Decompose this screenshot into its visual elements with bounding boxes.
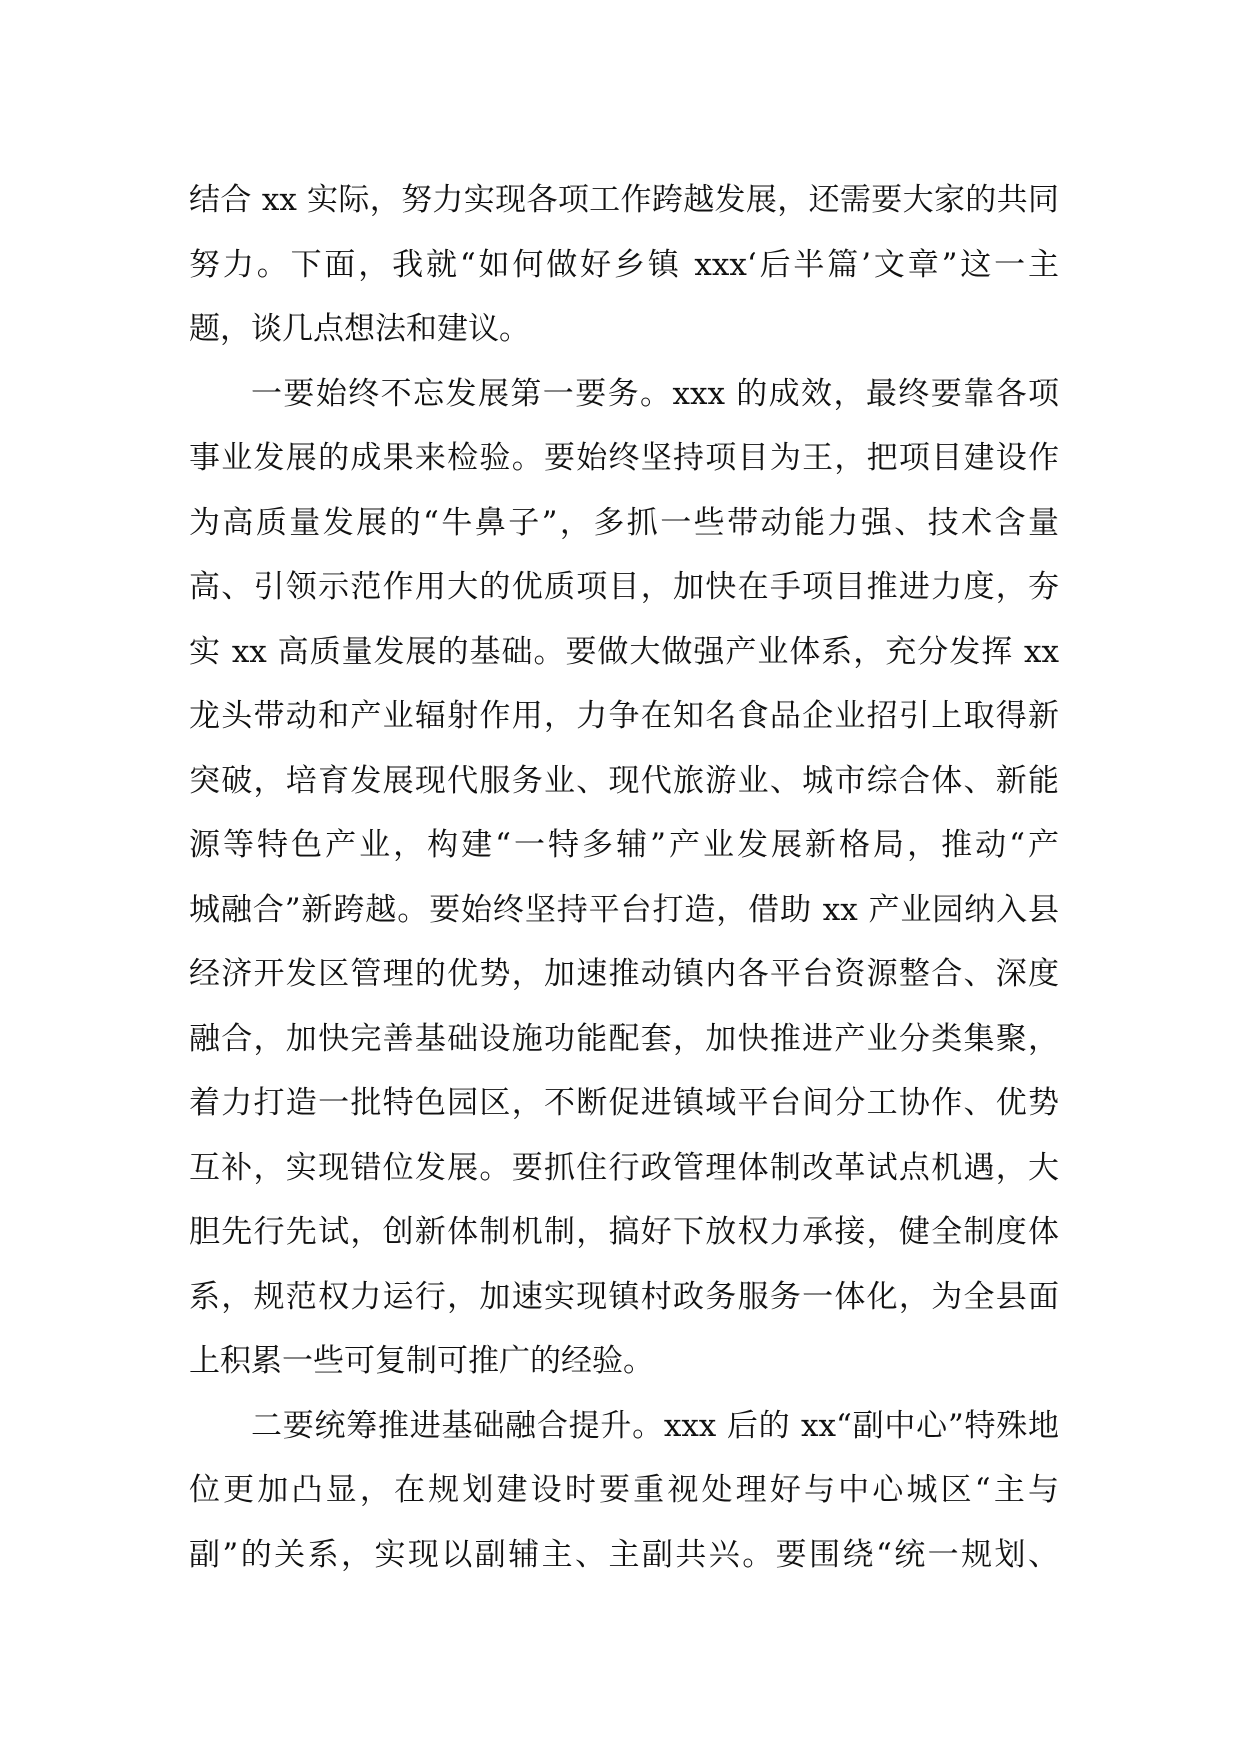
body-text [189,168,1059,1587]
text-line: 城融合”新跨越。要始终坚持平台打造，借助 xx 产业园纳入县 [189,891,1059,928]
text-line: 系，规范权力运行，加速实现镇村政务服务一体化，为全县面 [189,1278,1059,1315]
text-line: 经济开发区管理的优势，加速推动镇内各平台资源整合、深度 [189,956,1059,992]
text-line: 源等特色产业，构建“一特多辅”产业发展新格局，推动“产 [189,827,1059,863]
text-line: 着力打造一批特色园区，不断促进镇域平台间分工协作、优势 [189,1085,1059,1121]
text-line: 实 xx 高质量发展的基础。要做大做强产业体系，充分发挥 xx [189,633,1059,670]
text-line: 突破，培育发展现代服务业、现代旅游业、城市综合体、新能 [189,762,1059,799]
text-line: 为高质量发展的“牛鼻子”，多抓一些带动能力强、技术含量 [189,504,1059,541]
text-line: 胆先行先试，创新体制机制，搞好下放权力承接，健全制度体 [189,1214,1059,1250]
text-line: 龙头带动和产业辐射作用，力争在知名食品企业招引上取得新 [189,698,1059,734]
text-line: 上积累一些可复制可推广的经验。 [189,1343,654,1379]
text-line: 结合 xx 实际，努力实现各项工作跨越发展，还需要大家的共同 [189,182,1059,218]
text-line: 努力。下面，我就“如何做好乡镇 xxx‘后半篇’文章”这一主 [189,246,1059,283]
text-line: 副”的关系，实现以副辅主、主副共兴。要围绕“统一规划、 [189,1536,1059,1573]
text-line: 融合，加快完善基础设施功能配套，加快推进产业分类集聚， [189,1020,1059,1057]
text-line: 位更加凸显，在规划建设时要重视处理好与中心城区“主与 [189,1472,1059,1508]
paragraph-start-line: 一要始终不忘发展第一要务。xxx 的成效，最终要靠各项 [251,375,1059,412]
text-line: 互补，实现错位发展。要抓住行政管理体制改革试点机遇，大 [189,1149,1059,1186]
text-line: 题，谈几点想法和建议。 [189,311,530,347]
text-line: 高、引领示范作用大的优质项目，加快在手项目推进力度，夯 [189,569,1059,605]
text-line: 事业发展的成果来检验。要始终坚持项目为王，把项目建设作 [189,440,1059,476]
paragraph-start-line: 二要统筹推进基础融合提升。xxx 后的 xx“副中心”特殊地 [251,1407,1059,1444]
